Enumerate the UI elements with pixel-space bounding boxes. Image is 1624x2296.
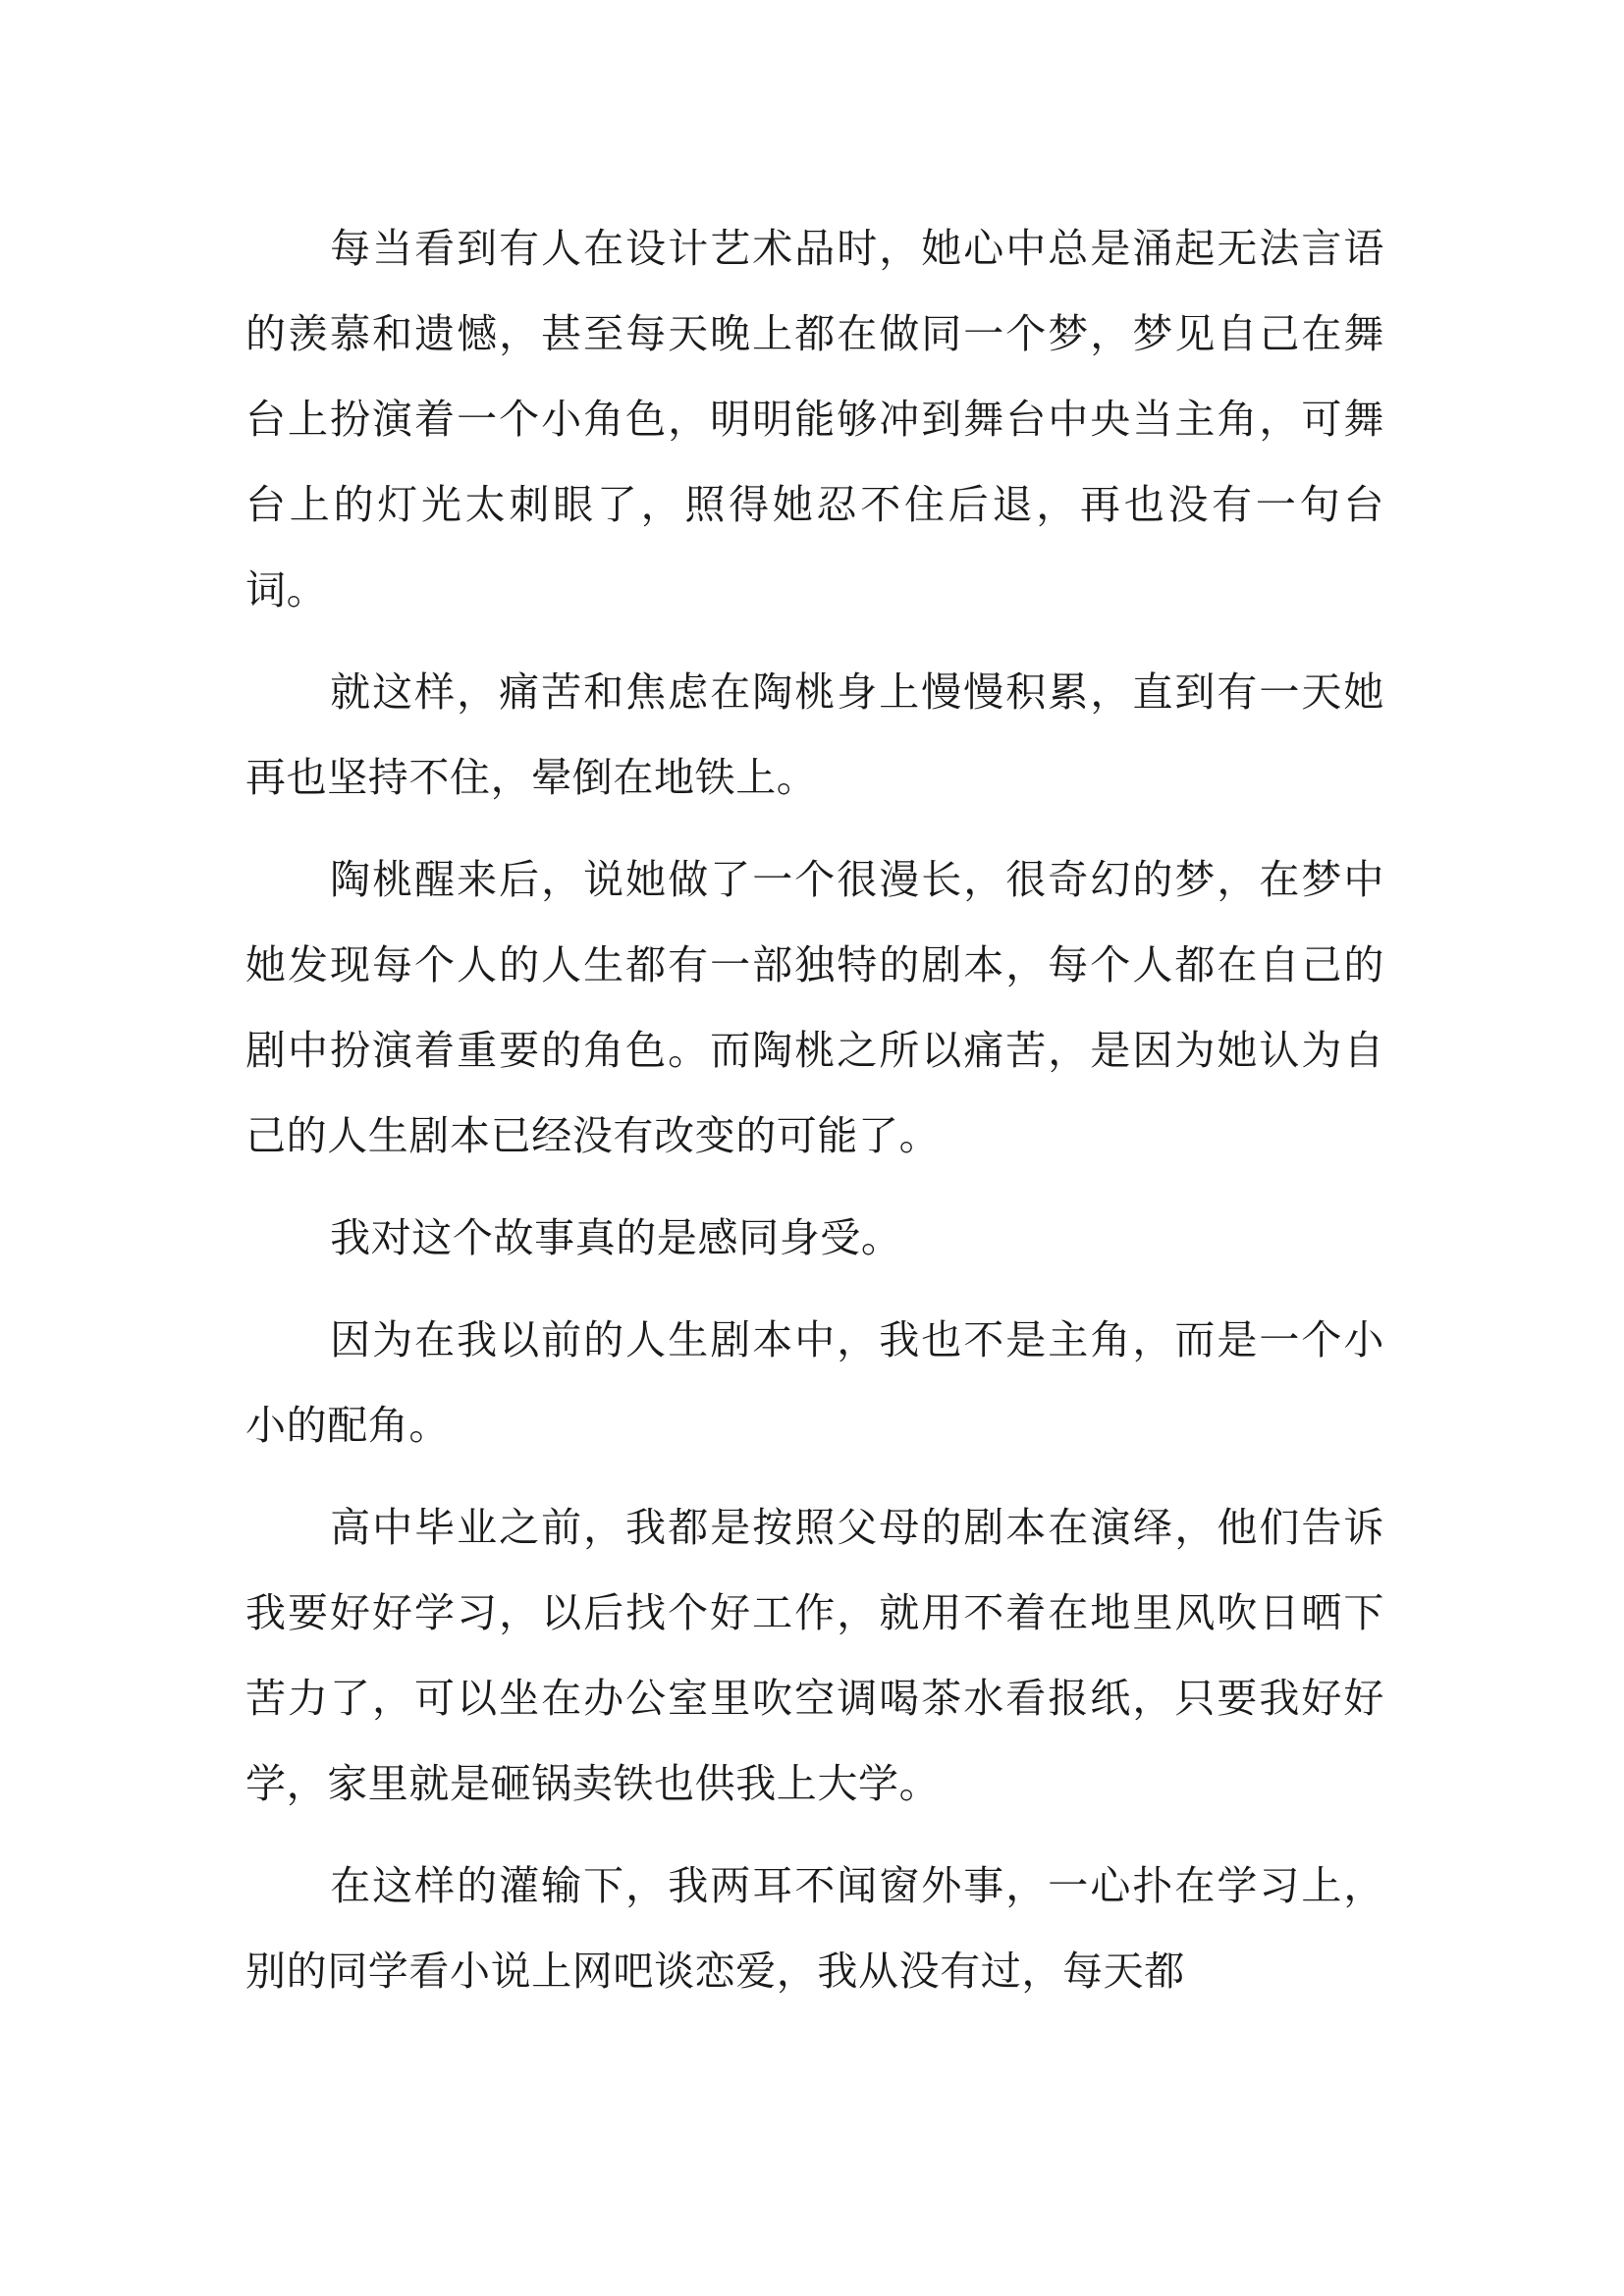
paragraph-6: 高中毕业之前，我都是按照父母的剧本在演绎，他们告诉我要好好学习，以后找个好工作，就用不着在地里风吹日晒下苦力了，可以坐在办公室里吹空调喝茶水看报纸，只要我好好学，家里就是砸锅卖铁也供我上大学。 — [245, 1504, 1384, 1807]
paragraph-7: 在这样的灌输下，我两耳不闻窗外事，一心扑在学习上，别的同学看小说上网吧谈恋爱，我从没有过，每天都 — [245, 1862, 1384, 1995]
paragraph-2: 就这样，痛苦和焦虑在陶桃身上慢慢积累，直到有一天她再也坚持不住，晕倒在地铁上。 — [245, 668, 1384, 801]
paragraph-1: 每当看到有人在设计艺术品时，她心中总是涌起无法言语的羡慕和遗憾，甚至每天晚上都在做同一个梦，梦见自己在舞台上扮演着一个小角色，明明能够冲到舞台中央当主角，可舞台上的灯光太刺眼了，照得她忍不住后退，再也没有一句台词。 — [245, 225, 1384, 614]
paragraph-3: 陶桃醒来后，说她做了一个很漫长，很奇幻的梦，在梦中她发现每个人的人生都有一部独特的剧本，每个人都在自己的剧中扮演着重要的角色。而陶桃之所以痛苦，是因为她认为自己的人生剧本已经没有改变的可能了。 — [245, 856, 1384, 1159]
paragraph-5: 因为在我以前的人生剧本中，我也不是主角，而是一个小小的配角。 — [245, 1316, 1384, 1449]
paragraph-4: 我对这个故事真的是感同身受。 — [330, 1214, 902, 1261]
document-body — [245, 206, 1384, 2014]
